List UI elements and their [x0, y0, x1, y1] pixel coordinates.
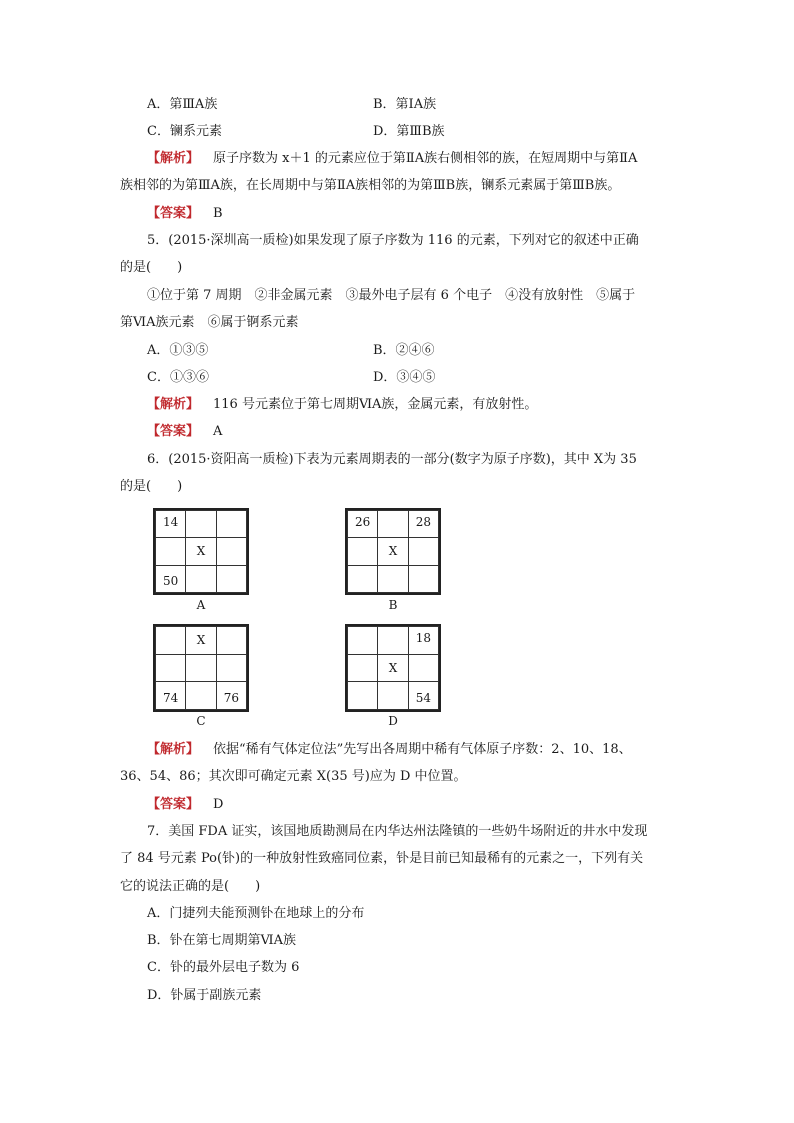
q5-items-line-2: 第ⅥA族元素 ⑥属于锕系元素 [120, 315, 299, 330]
grid-b-cell [378, 538, 408, 565]
grid-a-tl: 14 [163, 515, 179, 529]
q5-analysis [147, 395, 537, 415]
grid-b-x: X [388, 544, 398, 559]
grid-a-cell [156, 511, 186, 538]
q5-option-d: D．③④⑤ [373, 370, 436, 385]
grid-a-cell [216, 538, 246, 565]
grid-a [153, 508, 249, 595]
grid-c-x: X [196, 633, 206, 648]
grid-d-x: X [388, 660, 398, 675]
grid-d-cell [408, 627, 438, 655]
grid-c-cell [186, 627, 216, 655]
analysis-tag: 【解析】 [147, 151, 200, 166]
grid-d-tr: 18 [415, 631, 431, 645]
q4-answer [147, 204, 223, 224]
grid-b-cell [348, 538, 378, 565]
q6-answer [147, 795, 223, 815]
answer-tag: 【答案】 [147, 206, 200, 221]
q4-option-c: C．镧系元素 [147, 124, 222, 139]
q7-stem-line-1: 7．美国 FDA 证实，该国地质勘测局在内华达州法隆镇的一些奶牛场附近的井水中发现 [147, 824, 648, 839]
grid-b-cell [408, 511, 438, 538]
grid-d-br: 54 [415, 691, 431, 705]
q6-analysis-line-1 [147, 740, 632, 760]
analysis-tag: 【解析】 [147, 742, 200, 757]
q5-stem-line-1: 5．(2015·深圳高一质检)如果发现了原子序数为 116 的元素，下列对它的叙述中正确 [147, 233, 639, 248]
grid-d-cell [378, 654, 408, 682]
grid-c-label: C [196, 714, 206, 728]
grid-b-tl: 26 [355, 515, 371, 529]
grid-c-cell [216, 682, 246, 710]
grid-b-cell [408, 565, 438, 592]
q7-stem-line-3: 它的说法正确的是( ) [120, 879, 261, 894]
grid-b [345, 508, 441, 595]
q6-analysis-text: 依据“稀有气体定位法”先写出各周期中稀有气体原子序数：2、10、18、 [213, 742, 632, 757]
grid-d-cell [378, 682, 408, 710]
q5-items-line-1: ①位于第 7 周期 ②非金属元素 ③最外电子层有 6 个电子 ④没有放射性 ⑤属于 [147, 288, 636, 303]
answer-tag: 【答案】 [147, 424, 200, 439]
grid-b-tr: 28 [415, 515, 431, 529]
q5-option-a: A．①③⑤ [147, 343, 209, 358]
q6-stem-line-1: 6．(2015·资阳高一质检)下表为元素周期表的一部分(数字为原子序数)，其中 X为 35 [147, 452, 637, 467]
grid-c-cell [216, 627, 246, 655]
grid-d-cell [378, 627, 408, 655]
grid-d-cell [348, 682, 378, 710]
grid-d-cell [408, 682, 438, 710]
q7-option-a: A．门捷列夫能预测钋在地球上的分布 [147, 906, 365, 921]
grid-b-cell [408, 538, 438, 565]
q4-analysis-text: 原子序数为 x＋1 的元素应位于第ⅡA族右侧相邻的族，在短周期中与第ⅡA [213, 151, 638, 166]
grid-b-label: B [388, 598, 398, 612]
grid-a-cell [186, 538, 216, 565]
grid-a-x: X [196, 544, 206, 559]
grid-a-cell [216, 511, 246, 538]
grid-d-label: D [388, 714, 398, 728]
q4-option-d: D．第ⅢB族 [373, 124, 445, 139]
grid-d [345, 624, 441, 712]
grid-c-bl: 74 [163, 691, 179, 705]
grid-c-cell [216, 654, 246, 682]
q5-stem-line-2: 的是( ) [120, 260, 183, 275]
grid-a-cell [156, 538, 186, 565]
q5-answer-value: A [213, 424, 223, 439]
q7-option-c: C．钋的最外层电子数为 6 [147, 960, 300, 975]
grid-b-cell [348, 565, 378, 592]
q5-option-b: B．②④⑥ [373, 343, 435, 358]
q7-option-d: D．钋属于副族元素 [147, 988, 262, 1003]
grid-c-cell [186, 682, 216, 710]
grid-c [153, 624, 249, 712]
grid-d-cell [348, 654, 378, 682]
q6-answer-value: D [213, 797, 224, 812]
grid-b-cell [378, 565, 408, 592]
q5-analysis-text: 116 号元素位于第七周期ⅥA族，金属元素，有放射性。 [213, 397, 538, 412]
grid-a-cell [216, 565, 246, 592]
grid-c-cell [156, 654, 186, 682]
grid-b-cell [378, 511, 408, 538]
q7-option-b: B．钋在第七周期第ⅥA族 [147, 933, 297, 948]
q4-option-b: B．第ⅠA族 [373, 97, 437, 112]
q4-answer-value: B [213, 206, 223, 221]
q6-stem-line-2: 的是( ) [120, 479, 183, 494]
q4-option-a: A．第ⅢA族 [147, 97, 218, 112]
q7-stem-line-2: 了 84 号元素 Po(钋)的一种放射性致癌同位素，钋是目前已知最稀有的元素之一，下列有关 [120, 851, 644, 866]
grid-a-cell [186, 511, 216, 538]
grid-c-cell [186, 654, 216, 682]
q5-option-c: C．①③⑥ [147, 370, 209, 385]
q5-answer [147, 422, 222, 442]
grid-c-cell [156, 682, 186, 710]
q4-analysis-line-1 [147, 149, 637, 169]
grid-a-cell [186, 565, 216, 592]
q4-analysis-line-2: 族相邻的为第ⅢA族，在长周期中与第ⅡA族相邻的为第ⅢB族，镧系元素属于第ⅢB族。 [120, 178, 621, 193]
answer-tag: 【答案】 [147, 797, 200, 812]
grid-c-br: 76 [223, 691, 239, 705]
grid-b-cell [348, 511, 378, 538]
grid-a-bl: 50 [163, 574, 179, 588]
grid-d-cell [408, 654, 438, 682]
analysis-tag: 【解析】 [147, 397, 200, 412]
grid-a-cell [156, 565, 186, 592]
grid-a-label: A [196, 598, 206, 612]
q6-analysis-line-2: 36、54、86；其次即可确定元素 X(35 号)应为 D 中位置。 [120, 769, 467, 784]
grid-c-cell [156, 627, 186, 655]
grid-d-cell [348, 627, 378, 655]
